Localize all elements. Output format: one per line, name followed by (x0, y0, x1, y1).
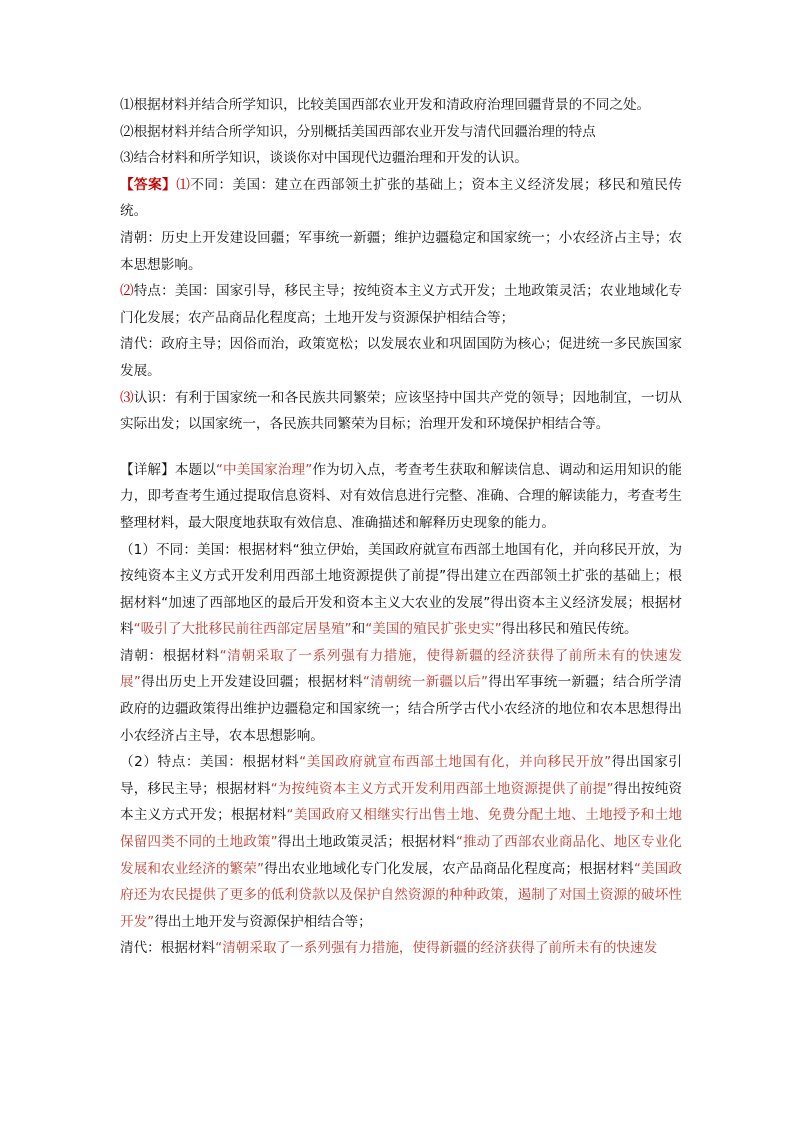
detail-paragraph-2 (120, 643, 682, 749)
detail-2-quote-2: “清朝统一新疆以后” (362, 674, 489, 691)
detail-2-text-a: 清朝：根据材料 (120, 647, 220, 664)
detail-2-text-b: 得出历史上开发建设回疆；根据材料 (140, 674, 363, 691)
detail-3-text-e: 得出农业地域化专门化发展，农产品商品化程度高；根据材料 (264, 860, 634, 877)
detail-4-quote-1: “清朝采取了一系列强有力措施，使得新疆的经济获得了前所未有的快速发 (215, 940, 658, 957)
detail-1-text-c: 得出资本主义经济发展；根据材料 (120, 594, 683, 638)
answer-1-text: 不同：美国：建立在西部领土扩张的基础上；资本主义经济发展；移民和殖民传统。 (120, 176, 683, 220)
detail-1-text-d: 和 (351, 621, 366, 638)
detail-3-text-b: 得出国家引导，移民主导；根据材料 (120, 754, 682, 797)
detail-1-quote-1: “独立伊始，美国政府就宣布西部土地国有化，并向移民开放，为按纯资本主义方式开发利用西部土地资源提供了前提” (120, 541, 682, 585)
detail-3-quote-5: “美国政府还为农民提供了更多的低利贷款以及保护自然资源的种种政策，遏制了对国土资源的破坏性开发” (120, 860, 683, 930)
detail-paragraph-3 (120, 749, 682, 935)
answer-2-text: 特点：美国：国家引导，移民主导；按纯资本主义方式开发；土地政策灵活；农业地域化专门化发展；农产品商品化程度高；土地开发与资源保护相结合等； (120, 283, 683, 326)
answer-3-text: 认识：有利于国家统一和各民族共同繁荣；应该坚持中国共产党的领导；因地制宜，一切从实际出发；以国家统一，各民族共同繁荣为目标；治理开发和环境保护相结合等。 (120, 389, 683, 433)
content-column (120, 92, 682, 962)
detail-1-quote-2: “加速了西部地区的最后开发和资本主义大农业的发展” (161, 594, 491, 611)
detail-paragraph-1 (120, 537, 682, 643)
answer-paragraph-2: 清朝：历史上开发建设回疆；军事统一新疆；维护边疆稳定和国家统一；小农经济占主导；农本思想影响。 (120, 229, 682, 273)
detail-1-quote-3: “吸引了大批移民前往西部定居垦殖” (133, 621, 352, 638)
question-1: ⑴根据材料并结合所学知识，比较美国西部农业开发和清政府治理回疆背景的不同之处。 (120, 97, 651, 113)
answer-paragraph-5 (120, 385, 682, 438)
detail-2-quote-1: “清朝采取了一系列强有力措施，使得新疆的经济获得了前所未有的快速发展” (120, 647, 682, 691)
detail-intro-text-a: 本题以 (174, 461, 216, 478)
detail-1-quote-4: “美国的殖民扩张史实” (365, 621, 502, 638)
detail-3-quote-4: “推动了西部农业商品化、地区专业化发展和农业经济的繁荣” (120, 834, 683, 877)
section-gap (120, 438, 682, 457)
answer-paragraph-3 (120, 278, 682, 331)
detail-1-text-b: 得出建立在西部领土扩张的基础上；根据材料 (120, 568, 682, 611)
question-2: ⑵根据材料并结合所学知识，分别概括美国西部农业开发与清代回疆治理的特点 (120, 123, 596, 140)
answer-1-number: ⑴ (176, 176, 191, 193)
answer-paragraph-4: 清代：政府主导；因俗而治，政策宽松；以发展农业和巩固国防为核心；促进统一多民族国家发展。 (120, 336, 682, 379)
detail-intro (120, 457, 682, 537)
answer-3-number: ⑶ (120, 389, 134, 406)
detail-1-text-a: （1）不同：美国：根据材料 (120, 541, 293, 558)
detail-3-quote-3: “美国政府又相继实行出售土地、免费分配土地、土地授予和土地保留四类不同的土地政策” (120, 807, 683, 851)
detail-tag: 【详解】 (120, 461, 175, 478)
detail-4-text-a: 清代：根据材料 (120, 940, 216, 957)
detail-1-text-e: 得出移民和殖民传统。 (501, 621, 638, 638)
answer-tag: 【答案】 (120, 176, 177, 193)
answer-2-number: ⑵ (120, 283, 134, 300)
detail-paragraph-4 (120, 935, 682, 962)
detail-3-text-d: 得出土地政策灵活；根据材料 (277, 834, 456, 851)
detail-3-text-c: 得出按纯资本主义方式开发；根据材料 (120, 780, 683, 824)
answer-paragraph-1 (120, 172, 682, 225)
detail-2-text-c: 得出军事统一新疆；结合所学清政府的边疆政策得出维护边疆稳定和国家统一；结合所学古代小农经济的地位和农本思想得出小农经济占主导，农本思想影响。 (120, 674, 682, 744)
detail-3-quote-1: “美国政府就宣布西部土地国有化，并向移民开放” (299, 754, 612, 771)
detail-3-quote-2: “为按纯资本主义方式开发利用西部土地资源提供了前提” (270, 780, 614, 797)
detail-3-text-a: （2）特点：美国：根据材料 (120, 754, 300, 771)
detail-intro-quote: “中美国家治理” (215, 461, 313, 478)
detail-intro-text-b: 作为切入点，考查考生获取和解读信息、调动和运用知识的能力，即考查考生通过提取信息资料、对有效信息进行完整、准确、合理的解读能力，考查考生整理材料，最大限度地获取有效信息、准确描述和解释历史现象的能力。 (120, 461, 683, 531)
question-3: ⑶结合材料和所学知识，谈谈你对中国现代边疆治理和开发的认识。 (120, 150, 528, 167)
detail-3-text-f: 得出土地开发与资源保护相结合等； (154, 913, 372, 930)
